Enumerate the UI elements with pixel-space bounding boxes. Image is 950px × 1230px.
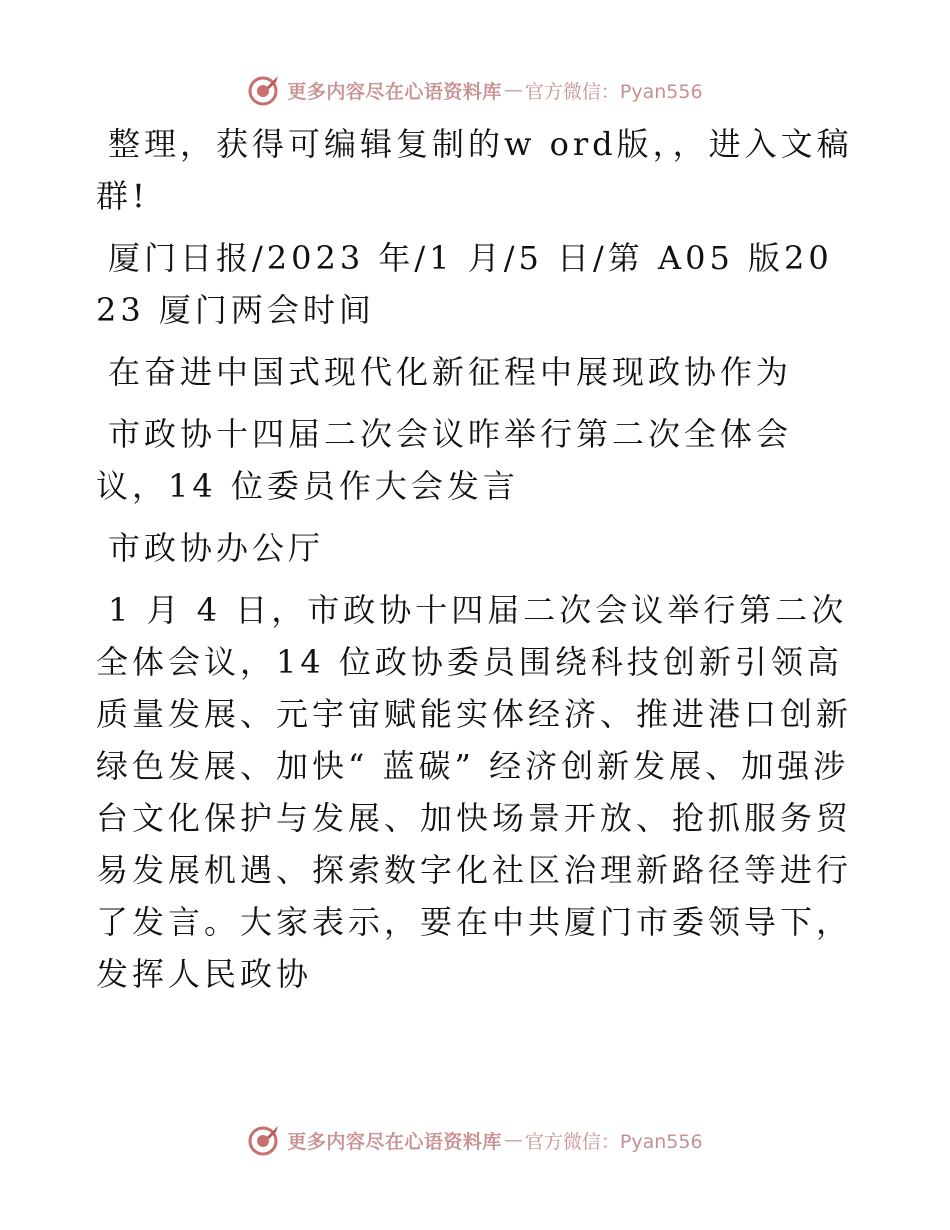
watermark-brand: 更多内容尽在心语资料库 xyxy=(287,80,502,103)
header-watermark xyxy=(0,70,950,110)
article-title: 在奋进中国式现代化新征程中展现政协作为 xyxy=(108,353,793,391)
document-body xyxy=(96,118,856,1010)
watermark-contact: 官方微信：Pyan556 xyxy=(524,1130,703,1153)
paragraph-intro: 整理，获得可编辑复制的w ord版，，进入文稿群! xyxy=(96,125,853,215)
article-body-paragraph: 1 月 4 日，市政协十四届二次会议举行第二次全体会议，14 位政协委员围绕科技创新引领高质量发展、元宇宙赋能实体经济、推进港口创新绿色发展、加快“ 蓝碳” 经济创新发展、加强涉台文化保护与发展、加快场景开放、抢抓服务贸易发展机遇、探索数字化社区治理新路径等进行了发言。大家表示，要在中共厦门市委领导下，发挥人民政协 xyxy=(96,591,853,993)
watermark-brand: 更多内容尽在心语资料库 xyxy=(287,1130,502,1153)
quill-seal-icon xyxy=(247,1123,281,1157)
quill-seal-icon xyxy=(247,73,281,107)
watermark-separator: — xyxy=(503,79,523,101)
watermark-contact: 官方微信：Pyan556 xyxy=(524,80,703,103)
paragraph-source: 厦门日报/2023 年/1 月/5 日/第 A05 版2023 厦门两会时间 xyxy=(96,239,833,329)
footer-watermark xyxy=(0,1120,950,1160)
watermark-separator: — xyxy=(503,1129,523,1151)
article-author: 市政协办公厅 xyxy=(108,529,325,567)
article-subtitle: 市政协十四届二次会议昨举行第二次全体会议，14 位委员作大会发言 xyxy=(96,415,793,505)
